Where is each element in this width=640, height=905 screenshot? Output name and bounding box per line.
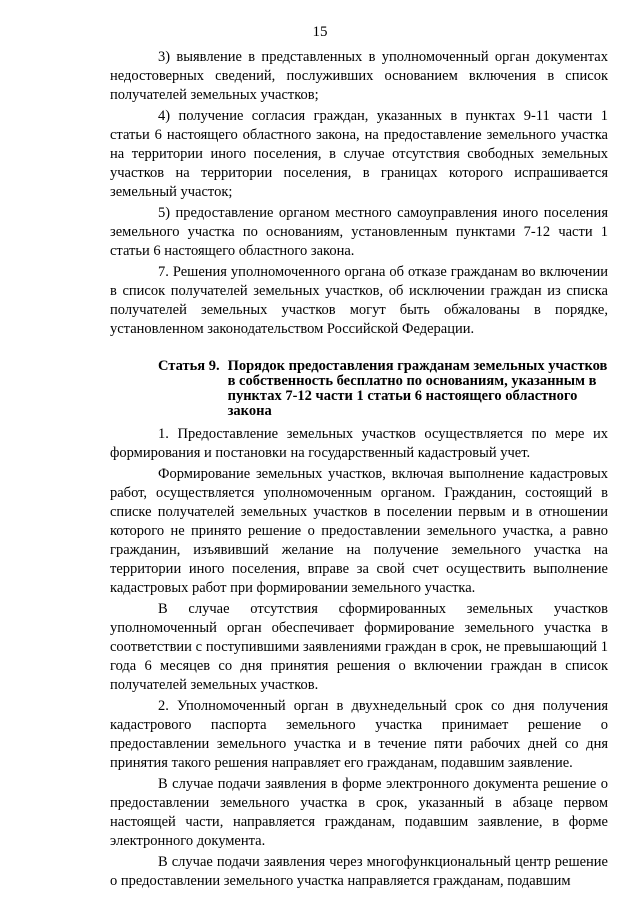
paragraph-part-2: 2. Уполномоченный орган в двухнедельный срок со дня получения кадастрового паспорта земельного участка принимает решение о предоставлении земельного участка и в течение пяти рабочих дней со дня принятия такого решения направляет его гражданам, подавшим заявление. bbox=[110, 698, 608, 771]
paragraph-electronic: В случае подачи заявления в форме электронного документа решение о предоставлении земельного участка в срок, указанный в абзаце первом настоящей части, направляется гражданам, подавшим заявление, в форме электронного документа. bbox=[110, 776, 608, 849]
paragraph-part-1: 1. Предоставление земельных участков осуществляется по мере их формирования и постановки на государственный кадастровый учет. bbox=[110, 426, 608, 461]
paragraph-item-3: 3) выявление в представленных в уполномоченный орган документах недостоверных сведений, послуживших основанием включения в список получателей земельных участков; bbox=[110, 49, 608, 103]
paragraph-mfc: В случае подачи заявления через многофункциональный центр решение о предоставлении земельного участка направляется гражданам, подавшим bbox=[110, 854, 608, 889]
paragraph-absence: В случае отсутствия сформированных земельных участков уполномоченный орган обеспечивает формирование земельного участка в соответствии с поступившими заявлениями граждан в срок, не превышающий 1 года 6 месяцев со дня принятия решения о включении граждан в список получателей земельных участков. bbox=[110, 601, 608, 693]
article-number: Статья 9. bbox=[158, 358, 220, 374]
article-title: Порядок предоставления гражданам земельных участков в собственность бесплатно по основаниям, указанным в пунктах 7-12 части 1 статьи 6 настоящего областного закона bbox=[227, 358, 608, 419]
document-body bbox=[110, 48, 608, 893]
paragraph-item-4: 4) получение согласия граждан, указанных в пунктах 9-11 части 1 статьи 6 настоящего областного закона, на предоставление земельного участка на территории иного поселения, в случае отсутствия свободных земельных участков на территории поселения, в границах которого испрашивается земельный участок; bbox=[110, 108, 608, 200]
article-heading bbox=[110, 359, 608, 419]
paragraph-formation: Формирование земельных участков, включая выполнение кадастровых работ, осуществляется уполномоченным органом. Гражданин, состоящий в списке получателей земельных участков в поселении первым и в отношении которого не принято решение о предоставлении земельного участка, а равно гражданин, изъявивший желание на получение земельного участка на территории иного поселения, вправе за свой счет осуществить выполнение кадастровых работ при формировании земельного участка. bbox=[110, 466, 608, 596]
paragraph-part-7: 7. Решения уполномоченного органа об отказе гражданам во включении в список получателей земельных участков, об исключении граждан из списка получателей земельных участков могут быть обжалованы в порядке, установленном законодательством Российской Федерации. bbox=[110, 264, 608, 337]
page-number: 15 bbox=[312, 24, 328, 40]
paragraph-item-5: 5) предоставление органом местного самоуправления иного поселения земельного участка по основаниям, установленным пунктами 7-12 части 1 статьи 6 настоящего областного закона. bbox=[110, 205, 608, 259]
